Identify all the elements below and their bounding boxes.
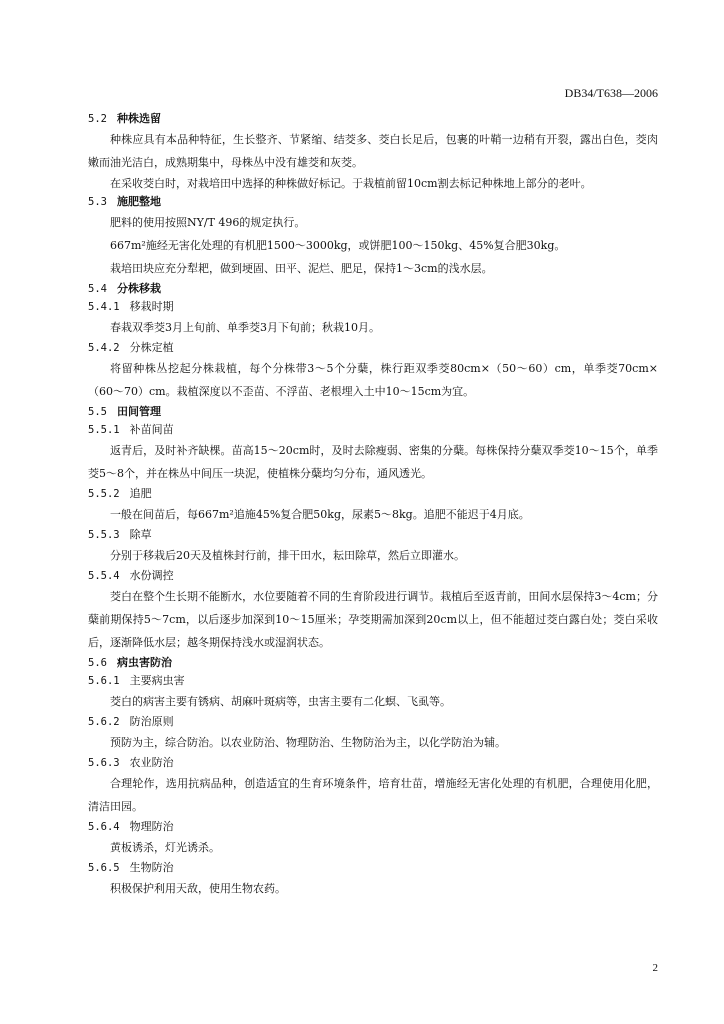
document-code: DB34/T638—2006 <box>564 86 658 100</box>
paragraph: 积极保护利用天敌，使用生物农药。 <box>110 882 286 895</box>
section-number: 5.5.2 <box>88 488 120 500</box>
section-title: 水份调控 <box>129 569 174 582</box>
section-heading-5-6-2 <box>88 713 658 731</box>
section-title: 物理防治 <box>129 820 174 833</box>
section-number: 5.4.2 <box>88 342 120 354</box>
paragraph: 春栽双季茭3月上旬前、单季茭3月下旬前；秋栽10月。 <box>110 321 380 334</box>
document-body <box>88 110 658 900</box>
section-title: 生物防治 <box>129 861 174 874</box>
section-number: 5.3 <box>88 196 107 208</box>
section-number: 5.5.4 <box>88 570 120 582</box>
section-number: 5.6.1 <box>88 675 120 687</box>
section-number: 5.6.5 <box>88 862 120 874</box>
section-heading-5-6-3 <box>88 754 658 772</box>
section-number: 5.2 <box>88 113 107 125</box>
section-title: 田间管理 <box>116 405 161 418</box>
section-heading-5-2 <box>88 110 658 128</box>
section-heading-5-4-2 <box>88 339 658 357</box>
paragraph: 分别于移栽后20天及植株封行前，排干田水，耘田除草，然后立即灌水。 <box>110 549 465 562</box>
paragraph: 茭白在整个生长期不能断水，水位要随着不同的生育阶段进行调节。栽植后至返青前，田间水层保持3～4cm；分蘖前期保持5～7cm，以后逐步加深到10～15厘米；孕茭期需加深到20cm以上，但不能超过茭白露白处；茭白采收后，逐渐降低水层；越冬期保持浅水或湿润状态。 <box>88 590 658 649</box>
section-heading-5-6-5 <box>88 859 658 877</box>
paragraph: 肥料的使用按照NY/T 496的规定执行。 <box>110 216 306 229</box>
section-number: 5.5 <box>88 406 107 418</box>
paragraph: 一般在间苗后，每667m²追施45%复合肥50kg，尿素5～8kg。追肥不能迟于4月底。 <box>110 508 530 521</box>
section-number: 5.6.4 <box>88 821 120 833</box>
section-title: 追肥 <box>129 487 152 500</box>
section-heading-5-6-1 <box>88 672 658 690</box>
paragraph: 在采收茭白时，对栽培田中选择的种株做好标记。于栽植前留10cm割去标记种株地上部分的老叶。 <box>110 177 592 190</box>
section-heading-5-6-4 <box>88 818 658 836</box>
paragraph: 黄板诱杀，灯光诱杀。 <box>110 841 220 854</box>
section-number: 5.4.1 <box>88 301 120 313</box>
section-title: 病虫害防治 <box>116 656 172 669</box>
section-heading-5-4-1 <box>88 298 658 316</box>
section-title: 防治原则 <box>129 715 174 728</box>
paragraph: 栽培田块应充分犁耙，做到埂固、田平、泥烂、肥足，保持1～3cm的浅水层。 <box>110 262 493 275</box>
section-number: 5.5.3 <box>88 529 120 541</box>
section-title: 分株定植 <box>129 341 174 354</box>
section-number: 5.5.1 <box>88 424 120 436</box>
section-heading-5-5-4 <box>88 567 658 585</box>
section-heading-5-5-1 <box>88 421 658 439</box>
section-heading-5-5 <box>88 403 658 421</box>
section-title: 移栽时期 <box>129 300 174 313</box>
section-title: 除草 <box>129 528 152 541</box>
section-title: 种株选留 <box>116 112 161 125</box>
section-title: 施肥整地 <box>116 195 161 208</box>
paragraph: 合理轮作，选用抗病品种，创造适宜的生育环境条件，培育壮苗，增施经无害化处理的有机肥，合理使用化肥，清洁田园。 <box>88 777 658 813</box>
section-heading-5-5-2 <box>88 485 658 503</box>
paragraph: 667m²施经无害化处理的有机肥1500～3000kg，或饼肥100～150kg、45%复合肥30kg。 <box>110 239 566 252</box>
paragraph: 茭白的病害主要有锈病、胡麻叶斑病等，虫害主要有二化螟、飞虱等。 <box>110 695 451 708</box>
section-heading-5-6 <box>88 654 658 672</box>
paragraph: 将留种株丛挖起分株栽植，每个分株带3～5个分蘖，株行距双季茭80cm×（50～60）cm，单季茭70cm×（60～70）cm。栽植深度以不歪苗、不浮苗、老根埋入土中10～15cm为宜。 <box>88 362 658 398</box>
section-heading-5-3 <box>88 193 658 211</box>
section-title: 分株移栽 <box>116 282 161 295</box>
section-heading-5-5-3 <box>88 526 658 544</box>
section-title: 补苗间苗 <box>129 423 174 436</box>
section-number: 5.4 <box>88 283 107 295</box>
paragraph: 种株应具有本品种特征，生长整齐、节紧缩、结茭多、茭白长足后，包裹的叶鞘一边稍有开裂，露出白色，茭肉嫩而油光洁白，成熟期集中，母株丛中没有雄茭和灰茭。 <box>88 133 658 169</box>
section-heading-5-4 <box>88 280 658 298</box>
page-number: 2 <box>652 962 658 974</box>
paragraph: 返青后，及时补齐缺棵。苗高15～20cm时，及时去除瘦弱、密集的分蘖。每株保持分蘖双季茭10～15个，单季茭5～8个，并在株丛中间压一块泥，使植株分蘖均匀分布，通风透光。 <box>88 444 658 480</box>
section-title: 农业防治 <box>129 756 174 769</box>
section-title: 主要病虫害 <box>129 674 185 687</box>
section-number: 5.6.3 <box>88 757 120 769</box>
paragraph: 预防为主，综合防治。以农业防治、物理防治、生物防治为主，以化学防治为辅。 <box>110 736 506 749</box>
section-number: 5.6.2 <box>88 716 120 728</box>
section-number: 5.6 <box>88 657 107 669</box>
